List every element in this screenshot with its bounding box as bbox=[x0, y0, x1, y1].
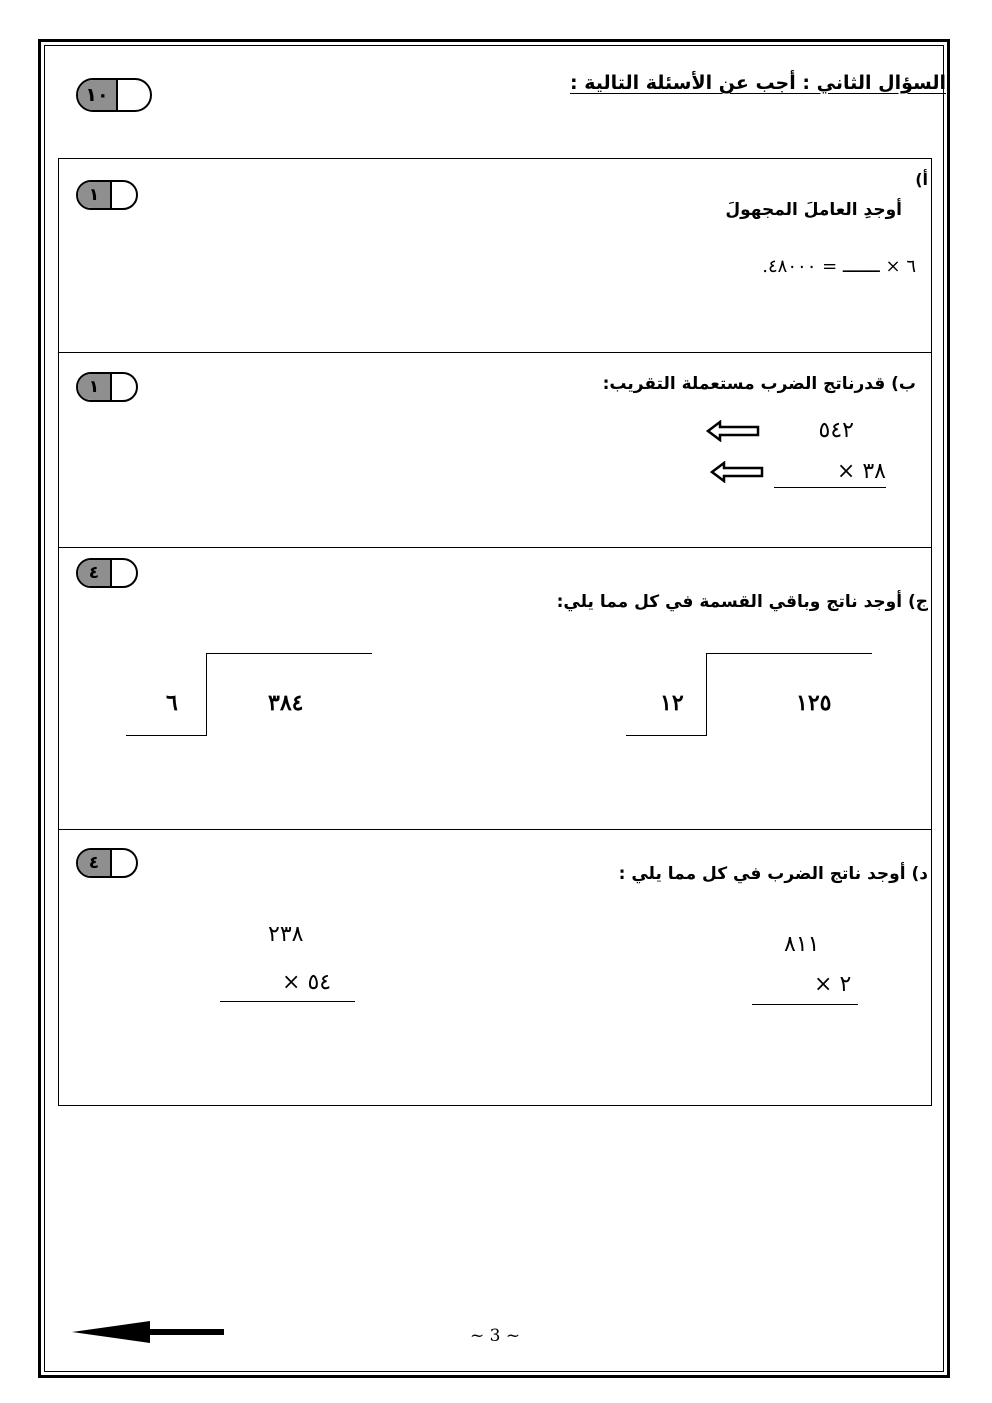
part-a-equation: ٦ × ـــــــ = ٤٨٠٠٠. bbox=[762, 256, 916, 277]
section-divider bbox=[59, 829, 932, 830]
part-a-mark-badge bbox=[76, 180, 138, 210]
questions-box bbox=[58, 158, 932, 1106]
mult-right-top: ٨١١ bbox=[784, 932, 820, 957]
total-mark-value: ١٠ bbox=[78, 80, 118, 110]
part-b-mark-badge bbox=[76, 372, 138, 402]
mult-left-top: ٢٣٨ bbox=[268, 922, 304, 947]
part-c-mark: ٤ bbox=[78, 560, 112, 586]
division-bracket-side bbox=[706, 653, 707, 736]
part-b-underline bbox=[774, 487, 886, 488]
mult-left-bottom: ٥٤ × bbox=[282, 970, 332, 995]
next-page-arrow-icon bbox=[70, 1317, 226, 1347]
mult-left-underline bbox=[220, 1001, 355, 1002]
division-right-divisor: ١٢ bbox=[660, 690, 684, 716]
part-c-instruction: ج) أوجد ناتج وباقي القسمة في كل مما يلي: bbox=[556, 592, 928, 612]
mult-right-bottom: ٢ × bbox=[814, 972, 852, 997]
arrow-left-icon bbox=[710, 461, 764, 483]
division-left-divisor: ٦ bbox=[166, 690, 178, 716]
part-a-label: أ) bbox=[915, 170, 928, 189]
division-bracket-side bbox=[206, 653, 207, 736]
part-b-instruction: ب) قدرناتج الضرب مستعملة التقريب: bbox=[602, 374, 916, 394]
part-a-instruction: أوجدِ العاملَ المجهولَ bbox=[725, 200, 902, 220]
mult-right-underline bbox=[752, 1004, 858, 1005]
part-d-mark: ٤ bbox=[78, 850, 112, 876]
page-number: ~ 3 ~ bbox=[470, 1326, 521, 1346]
section-divider bbox=[59, 547, 932, 548]
part-d-instruction: د) أوجد ناتج الضرب في كل مما يلي : bbox=[618, 864, 928, 884]
total-mark-badge bbox=[76, 78, 152, 112]
division-bracket-bottom bbox=[126, 735, 207, 736]
question-title: السؤال الثاني : أجب عن الأسئلة التالية : bbox=[569, 72, 946, 94]
part-d-mark-badge bbox=[76, 848, 138, 878]
part-b-top-number: ٥٤٢ bbox=[818, 418, 854, 443]
arrow-left-icon bbox=[706, 420, 760, 442]
part-b-mark: ١ bbox=[78, 374, 112, 400]
division-bracket-top bbox=[206, 653, 372, 654]
section-divider bbox=[59, 352, 932, 353]
part-a-mark: ١ bbox=[78, 182, 112, 208]
part-c-mark-badge bbox=[76, 558, 138, 588]
division-bracket-top bbox=[706, 653, 872, 654]
division-bracket-bottom bbox=[626, 735, 707, 736]
division-right-dividend: ١٢٥ bbox=[796, 690, 832, 716]
part-b-bottom-number: ٣٨ × bbox=[836, 459, 886, 484]
division-left-dividend: ٣٨٤ bbox=[268, 690, 304, 716]
